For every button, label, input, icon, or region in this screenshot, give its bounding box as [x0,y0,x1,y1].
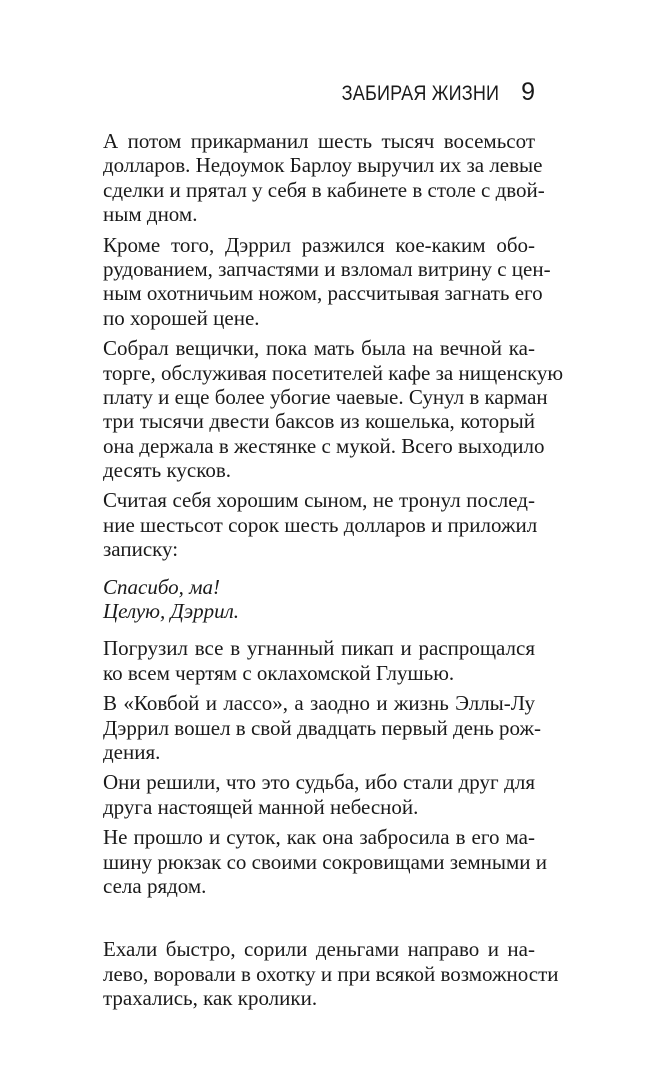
text-line: Ехали быстро, сорили деньгами направо и на- [103,937,535,962]
page-number: 9 [521,78,535,106]
paragraph-8 [103,825,547,898]
text-line: рудованием, запчастями и взломал витрину с цен- [103,256,551,281]
text-line: лево, воровали в охотку и при всякой возможности [103,961,559,986]
text-line: торге, обслуживая посетителей кафе за нищенскую [103,360,564,385]
text-line: села рядом. [103,873,207,898]
text-line: трахались, как кролики. [103,986,318,1011]
paragraph-2 [103,232,551,331]
text-line: В «Ковбой и лассо», а заодно и жизнь Эллы-Лу [103,691,535,716]
text-line: ным дном. [103,202,198,227]
note-line: Целую, Дэррил. [103,599,239,624]
text-line: Считая себя хорошим сыном, не тронул послед- [103,488,535,513]
text-line: по хорошей цене. [103,305,260,330]
running-title: ЗАБИРАЯ ЖИЗНИ [341,82,500,105]
text-line: Они решили, что это судьба, ибо стали друг для [103,770,535,795]
paragraph-3 [103,336,564,483]
text-line: Дэррил вошел в свой двадцать первый день рож- [103,715,542,740]
paragraph-5 [103,636,535,685]
text-line: три тысячи двести баксов из кошелька, который [103,409,535,434]
text-line: сделки и прятал у себя в кабинете в столе с двой- [103,177,545,202]
running-header [316,78,535,107]
text-line: записку: [103,537,179,562]
text-line: долларов. Недоумок Барлоу выручил их за левые [103,153,543,178]
text-line: дения. [103,739,161,764]
text-line: Собрал вещички, пока мать была на вечной ка- [103,336,535,361]
body-text [103,129,564,1011]
text-line: Кроме того, Дэррил разжился кое-каким обо- [103,232,535,257]
text-line: Не прошло и суток, как она забросила в его ма- [103,825,535,850]
text-line: она держала в жестянке с мукой. Всего выходило [103,433,545,458]
paragraph-4 [103,488,538,562]
note-line: Спасибо, ма! [103,574,221,599]
note-quote [103,575,535,624]
paragraph-6 [103,691,542,764]
text-line: Погрузил все в угнанный пикап и распрощался [103,636,535,661]
text-line: ние шестьсот сорок шесть долларов и приложил [103,512,538,537]
text-line: друга настоящей манной небесной. [103,794,419,819]
text-line: ным охотничьим ножом, рассчитывая загнать его [103,281,543,306]
text-line: плату и еще более убогие чаевые. Сунул в карман [103,384,548,409]
text-line: А потом прикарманил шесть тысяч восемьсот [103,129,535,153]
text-line: шину рюкзак со своими сокровищами земными и [103,849,547,874]
text-line: десять кусков. [103,458,232,483]
text-line: ко всем чертям с оклахомской Глушью. [103,660,455,685]
paragraph-1 [103,129,545,227]
paragraph-9 [103,937,559,1011]
paragraph-7 [103,770,535,819]
